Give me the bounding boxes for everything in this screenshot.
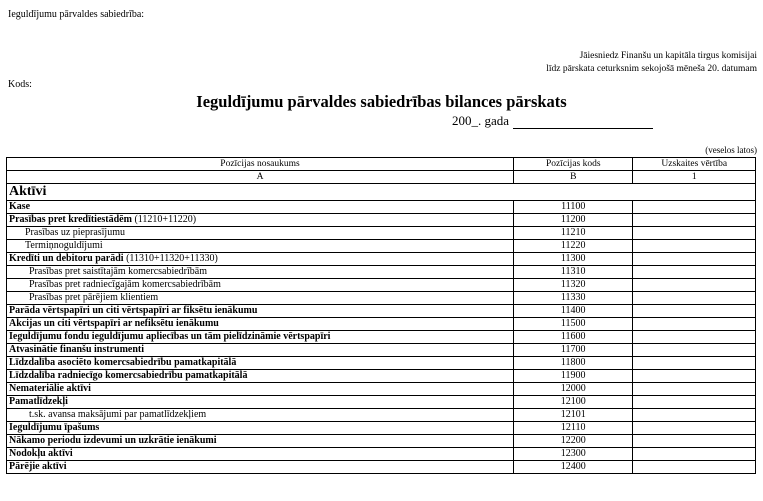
position-name: Nemateriālie aktīvi (9, 383, 91, 394)
table-row (7, 383, 756, 396)
position-formula: (11210+11220) (131, 214, 197, 225)
table-row (7, 240, 756, 253)
position-name-cell (7, 227, 514, 240)
value-cell[interactable] (633, 357, 756, 370)
position-name-cell (7, 318, 514, 331)
position-name: Akcijas un citi vērtspapīri ar nefiksētu ienākumu (9, 318, 219, 329)
position-name-cell (7, 357, 514, 370)
position-code: 11220 (514, 240, 633, 253)
position-code: 11320 (514, 279, 633, 292)
company-label: Ieguldījumu pārvaldes sabiedrība: (8, 9, 145, 20)
position-name-cell (7, 383, 514, 396)
value-cell[interactable] (633, 461, 756, 474)
kods-label: Kods: (8, 79, 32, 90)
position-name: Prasības pret saistītajām komercsabiedrībām (29, 266, 208, 277)
column-header: Pozīcijas kods (514, 158, 633, 171)
table-row (7, 318, 756, 331)
position-code: 11200 (514, 214, 633, 227)
position-code: 11300 (514, 253, 633, 266)
value-cell[interactable] (633, 435, 756, 448)
value-cell[interactable] (633, 344, 756, 357)
position-name: Prasības pret kredītiestādēm (9, 214, 132, 225)
position-name: Ieguldījumu fondu ieguldījumu apliecības un tām pielīdzināmie vērtspapīri (9, 331, 331, 342)
column-header: Uzskaites vērtība (633, 158, 756, 171)
value-cell[interactable] (633, 279, 756, 292)
issuer-line-2: līdz pārskata ceturksnim sekojošā mēneša 20. datumam (546, 64, 757, 74)
issuer-line-1: Jāiesniedz Finanšu un kapitāla tirgus komisijai (579, 51, 757, 61)
table-row (7, 214, 756, 227)
position-code: 11310 (514, 266, 633, 279)
position-name: Prasības uz pieprasījumu (25, 227, 125, 238)
column-letter: A (7, 171, 514, 184)
table-row (7, 422, 756, 435)
table-row (7, 292, 756, 305)
value-cell[interactable] (633, 305, 756, 318)
position-code: 11800 (514, 357, 633, 370)
position-code: 11330 (514, 292, 633, 305)
position-name-cell (7, 279, 514, 292)
table-row (7, 201, 756, 214)
value-cell[interactable] (633, 266, 756, 279)
position-name-cell (7, 240, 514, 253)
position-code: 12200 (514, 435, 633, 448)
value-cell[interactable] (633, 396, 756, 409)
value-cell[interactable] (633, 409, 756, 422)
report-title: Ieguldījumu pārvaldes sabiedrības bilances pārskats (196, 92, 567, 111)
year-text: 200_. gada (452, 113, 510, 128)
position-name: Prasības pret radniecīgajām komercsabiedrībām (29, 279, 221, 290)
table-row (7, 279, 756, 292)
position-name-cell (7, 409, 514, 422)
value-cell[interactable] (633, 227, 756, 240)
position-name-cell (7, 396, 514, 409)
position-name: Ieguldījumu īpašums (9, 422, 100, 433)
column-letter: 1 (633, 171, 756, 184)
position-code: 12110 (514, 422, 633, 435)
position-name-cell (7, 422, 514, 435)
position-name-cell (7, 435, 514, 448)
table-row (7, 448, 756, 461)
balance-sheet-table (6, 157, 756, 474)
table-row (7, 227, 756, 240)
column-header: Pozīcijas nosaukums (7, 158, 514, 171)
section-title: Aktīvi (7, 184, 756, 201)
table-row (7, 396, 756, 409)
position-code: 11900 (514, 370, 633, 383)
position-name-cell (7, 292, 514, 305)
table-header-row (7, 158, 756, 171)
table-letter-row (7, 171, 756, 184)
table-row (7, 253, 756, 266)
table-row (7, 370, 756, 383)
position-name: Pārējie aktīvi (9, 461, 67, 472)
table-row (7, 344, 756, 357)
value-cell[interactable] (633, 214, 756, 227)
position-name: Parāda vērtspapīri un citi vērtspapīri ar fiksētu ienākumu (9, 305, 258, 316)
position-code: 11400 (514, 305, 633, 318)
position-name: Nodokļu aktīvi (9, 448, 73, 459)
position-name-cell (7, 266, 514, 279)
position-name: Nākamo periodu izdevumi un uzkrātie ienākumi (9, 435, 217, 446)
value-cell[interactable] (633, 253, 756, 266)
position-code: 12100 (514, 396, 633, 409)
value-cell[interactable] (633, 370, 756, 383)
position-code: 11210 (514, 227, 633, 240)
value-cell[interactable] (633, 292, 756, 305)
position-name: Prasības pret pārējiem klientiem (29, 292, 159, 303)
position-name-cell (7, 370, 514, 383)
value-cell[interactable] (633, 318, 756, 331)
table-row (7, 461, 756, 474)
value-cell[interactable] (633, 201, 756, 214)
position-name: t.sk. avansa maksājumi par pamatlīdzekļiem (29, 409, 207, 420)
position-name-cell (7, 448, 514, 461)
value-cell[interactable] (633, 448, 756, 461)
position-name: Līdzdalība asociēto komercsabiedrību pamatkapitālā (9, 357, 237, 368)
position-code: 11700 (514, 344, 633, 357)
position-name: Kredīti un debitoru parādi (9, 253, 124, 264)
position-code: 12101 (514, 409, 633, 422)
position-code: 12400 (514, 461, 633, 474)
position-name-cell (7, 253, 514, 266)
position-name-cell (7, 305, 514, 318)
position-formula: (11310+11320+11330) (123, 253, 218, 264)
position-name: Termiņnoguldījumi (25, 240, 103, 251)
position-name-cell (7, 214, 514, 227)
position-code: 11100 (514, 201, 633, 214)
position-name: Līdzdalība radniecīgo komercsabiedrību pamatkapitālā (9, 370, 248, 381)
position-code: 11600 (514, 331, 633, 344)
table-row (7, 435, 756, 448)
table-row (7, 266, 756, 279)
year-blank-field[interactable] (513, 115, 653, 129)
year-line (452, 113, 653, 129)
issuer-note (546, 50, 757, 76)
position-code: 11500 (514, 318, 633, 331)
table-row (7, 305, 756, 318)
table-row (7, 409, 756, 422)
value-cell[interactable] (633, 240, 756, 253)
column-letter: B (514, 171, 633, 184)
position-code: 12000 (514, 383, 633, 396)
value-cell[interactable] (633, 383, 756, 396)
position-name: Pamatlīdzekļi (9, 396, 68, 407)
position-code: 12300 (514, 448, 633, 461)
position-name-cell (7, 331, 514, 344)
position-name-cell (7, 461, 514, 474)
table-row (7, 331, 756, 344)
value-cell[interactable] (633, 422, 756, 435)
section-row (7, 184, 756, 201)
value-cell[interactable] (633, 331, 756, 344)
position-name: Atvasinātie finanšu instrumenti (9, 344, 145, 355)
position-name: Kase (9, 201, 31, 212)
position-name-cell (7, 344, 514, 357)
table-row (7, 357, 756, 370)
position-name-cell (7, 201, 514, 214)
unit-note: (veselos latos) (705, 145, 757, 155)
